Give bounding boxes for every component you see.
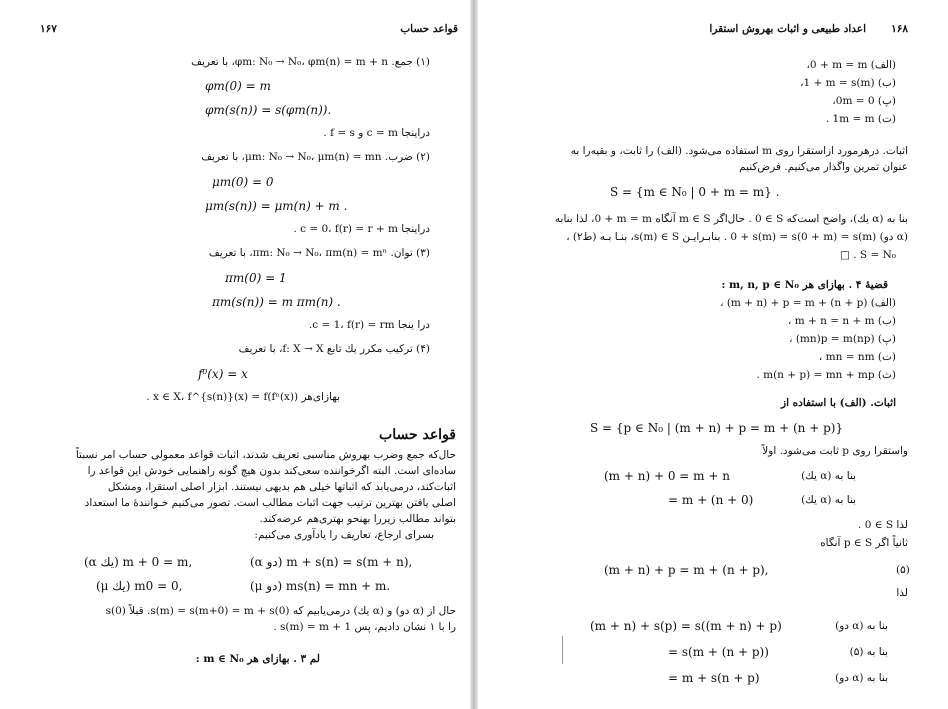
definition-mu-1: (μ یك) m0 = 0, [96,579,183,593]
right-page [478,0,948,709]
equation: = m + (n + 0) [668,493,754,507]
set-definition: S = {p ∈ N₀ | (m + n) + p = m + (n + p)} [590,421,844,435]
list-item: (الف) ‎(m + n) + p = m + (n + p)‎ ، [720,297,896,309]
equation: f⁰(x) = x [198,367,248,381]
definition-power: (۳) توان. ‎πm: N₀ → N₀‎، ‎πm(n) = mⁿ‎، با تعریف [208,247,430,259]
equation: = s(m + (n + p)) [668,645,769,659]
note: دراینجا ‎c = 0‎، ‎f(r) = r + m‎ . [293,223,430,235]
paragraph-line: اصلی یافتن بهترین ترتیب جهت اثبات مطالب است. تصور می‌کنیم خـوانندهٔ ما استعداد [84,497,456,509]
lemma-3: لم ۳ . بهازای هر ‎m ∈ N₀‎ : [195,653,320,665]
equation: πm(0) = 1 [225,271,287,285]
section-heading: قواعد حساب [379,427,456,443]
equation-reason: بنا به (۵) [849,646,888,658]
equation-reason: بنا به (α یك) [801,494,856,506]
equation: = m + s(n + p) [668,671,760,685]
paragraph-line: بتواند مطالب زیررا بهنحو بهتری‌هم عرضه‌کند. [259,513,456,525]
proof-line: بنا به (α یك)، واضح است‌که ‎0 ∈ S‎ . حال‌اگر ‎m ∈ S‎ آنگاه ‎0 + m = m‎، لذا بنابه [554,213,908,225]
note: دراینجا ‎c = m‎ و ‎f = s‎ . [323,127,430,139]
list-item: (ت) ‎1m = m‎ . [825,113,896,125]
paragraph-line: بسرای ارجاع، تعاریف را یادآوری می‌کنیم: [254,529,434,541]
proof-line: (α دو) ‎0 + s(m) = s(0 + m) = s(m)‎ . بنابـرایـن ‎s(m) ∈ S‎، بنـا بـه (ط۲) ، [566,231,908,243]
equation-reason: بنا به (α دو) [835,672,888,684]
page-number: ۱۶۷ [40,23,57,35]
list-item: (پ) ‎0m = 0‎، [832,95,896,107]
paragraph-line: را با ۱ نشان دادیم، پس ‎s(m) = m + 1‎ . [273,621,456,633]
proof-line: ‎S = N₀‎ . □ [839,249,896,261]
proof-line: لذا ‎0 ∈ S‎ . [858,519,908,531]
list-item: (الف) ‎0 + m = m‎، [806,59,896,71]
equation: بهازای‌هر ‎x ∈ X‎، ‎f^{s(n)}(x) = f(fⁿ(x))‎ . [146,391,340,403]
definition-multiplication: (۲) ضرب. ‎μm: N₀ → N₀‎، ‎μm(n) = mn‎، با تعریف [201,151,430,163]
definition-alpha-1: (α یك) m + 0 = m, [84,555,193,569]
proof-line: عنوان تمرین واگذار می‌کنیم. فرض‌کنیم [739,161,908,173]
list-item: (ب) ‎m + n = n + m‎ ، [787,315,896,327]
paragraph-line: اثبات‌کند، درمی‌یابد که اثباتها خیلی هم بدیهی نیستند. ابزار اصلی استقرا، ومشکل [107,481,456,493]
paragraph-line: حال از (α دو) و (α یك) درمی‌یابیم که ‎s(m) = s(m+0) = m + s(0)‎. قبلاً ‎s(0)‎ [105,605,456,617]
proposition-4: قضیهٔ ۴ . بهازای هر ‎m, n, p ∈ N₀‎ : [721,279,888,291]
note: درا ینجا ‎c = 1‎، ‎f(r) = rm‎. [308,319,430,331]
left-page [0,0,470,709]
equation: (m + n) + p = m + (n + p), [604,563,769,577]
equation: φm(0) = m [205,79,271,93]
running-header-title: قواعد حساب [400,23,458,35]
definition-mu-2: (μ دو) ms(n) = mn + m. [250,579,391,593]
set-definition: S = {m ∈ N₀ | 0 + m = m} . [610,185,780,199]
list-item: (ب) ‎1 + m = s(m)‎، [800,77,896,89]
proof-line: واستقرا روی ‎p‎ ثابت می‌شود. اولاً [762,445,908,457]
equation: (m + n) + 0 = m + n [604,469,730,483]
margin-mark [562,636,563,664]
equation-reason: بنا به (α دو) [835,620,888,632]
equation: μm(0) = 0 [212,175,274,189]
book-gutter [470,0,478,709]
equation-reason: بنا به (α یك) [801,470,856,482]
definition-alpha-2: (α دو) m + s(n) = s(m + n), [250,555,413,569]
definition-addition: (۱) جمع. ‎φm: N₀ → N₀‎، ‎φm(n) = m + n‎، با تعریف [191,56,430,68]
equation: πm(s(n)) = m πm(n) . [212,295,341,309]
paragraph-line: ساده‌ای است. البته اگرخواننده سعی‌کند بدون هیچ گونه راهنمایی خودش این قواعد را [87,465,456,477]
paragraph-line: حال‌که جمع وضرب بهروش مناسبی تعریف شدند، اثبات قواعد معمولی حساب امر نسبتاً [75,449,456,461]
equation-number: (۵) [896,564,910,576]
running-header-title: اعداد طبیعی و اثبات بهروش استقرا [709,23,866,35]
page-number: ۱۶۸ [891,23,908,35]
list-item: (پ) ‎(mn)p = m(np)‎ ، [789,333,896,345]
proof-line: ثانیاً اگر ‎p ∈ S‎ آنگاه [820,537,908,549]
proof-line: اثبات. درهرمورد ازاستقرا روی ‎m‎ استفاده می‌شود. (الف) را ثابت، و بقیه‌را به [570,145,908,157]
list-item: (ت) ‎mn = nm‎ ، [818,351,896,363]
equation: (m + n) + s(p) = s((m + n) + p) [590,619,782,633]
equation: φm(s(n)) = s(φm(n)). [205,103,332,117]
equation: μm(s(n)) = μm(n) + m . [205,199,348,213]
proof-line: لذا [896,587,908,599]
definition-iteration: (۴) ترکیب مکرر یك تابع ‎f: X → X‎، با تعریف [238,343,430,355]
list-item: (ث) ‎m(n + p) = mn + mp‎ . [756,369,896,381]
proof-line: اثبات. (الف) با استفاده از [781,397,896,409]
